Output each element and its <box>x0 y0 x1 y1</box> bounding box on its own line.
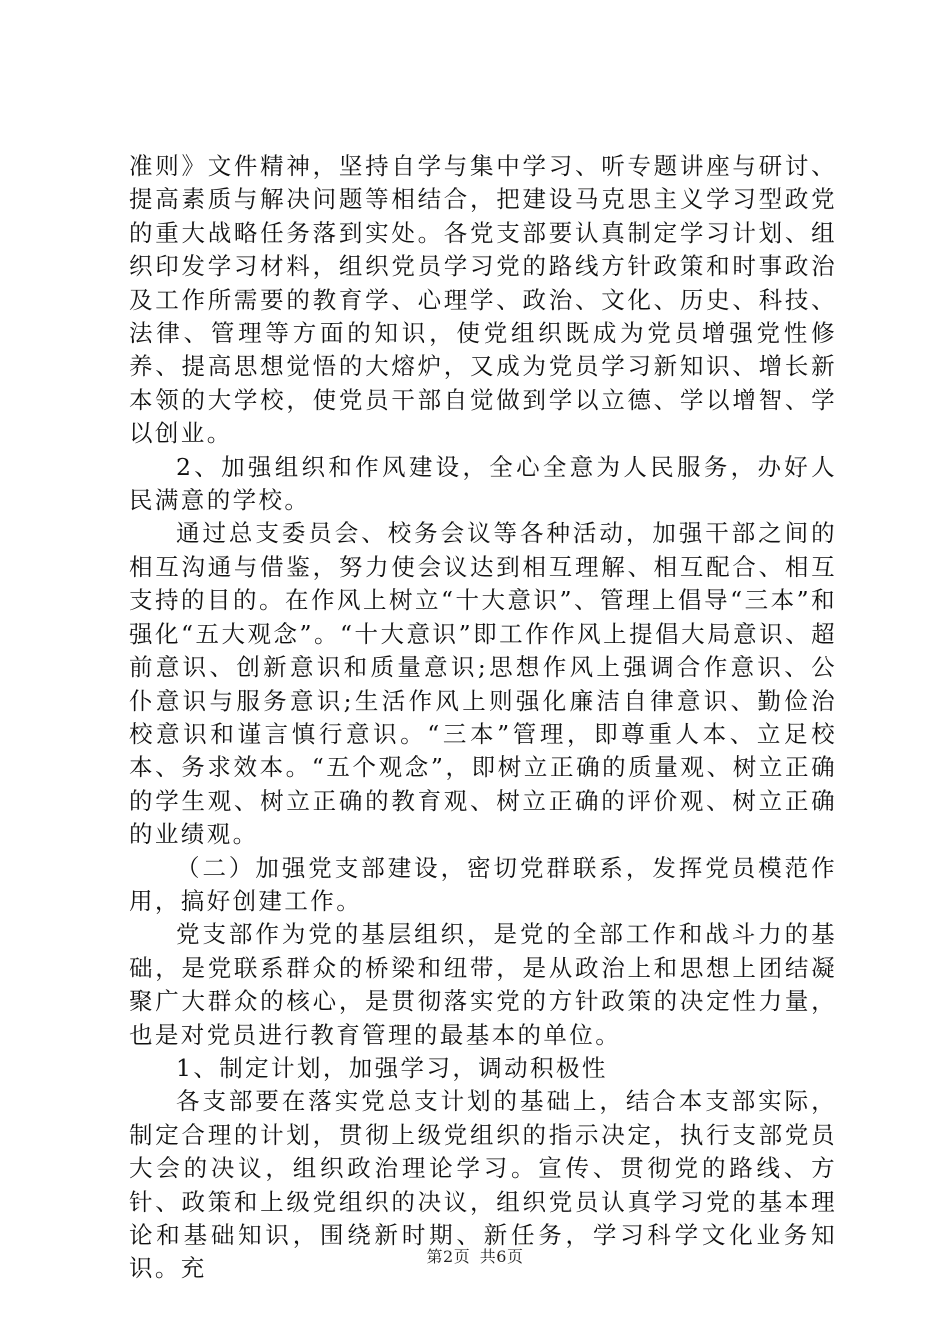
paragraph-6: 1、制定计划，加强学习，调动积极性 <box>176 1053 608 1082</box>
paragraph-5: 党支部作为党的基层组织，是党的全部工作和战斗力的基础，是党联系群众的桥梁和纽带，是从政治上和思想上团结凝聚广大群众的核心，是贯彻落实党的方针政策的决定性力量，也是对党员进行教育管理的最基本的单位。 <box>129 920 837 1049</box>
page-footer <box>0 1244 950 1267</box>
paragraph-3: 通过总支委员会、校务会议等各种活动，加强干部之间的相互沟通与借鉴，努力使会议达到相互理解、相互配合、相互支持的目的。在作风上树立“十大意识”、管理上倡导“三本”和强化“五大观念”。“十大意识”即工作作风上提倡大局意识、超前意识、创新意识和质量意识;思想作风上强调合作意识、公仆意识与服务意识;生活作风上则强化廉洁自律意识、勤俭治校意识和谨言慎行意识。“三本”管理，即尊重人本、立足校本、务求效本。“五个观念”，即树立正确的质量观、树立正确的学生观、树立正确的教育观、树立正确的评价观、树立正确的业绩观。 <box>129 519 837 849</box>
paragraph-4: （二）加强党支部建设，密切党群联系，发挥党员模范作用，搞好创建工作。 <box>129 853 837 915</box>
page-number: 第2页 <box>426 1247 471 1266</box>
body-text <box>129 150 837 1286</box>
paragraph-7: 各支部要在落实党总支计划的基础上，结合本支部实际，制定合理的计划，贯彻上级党组织的指示决定，执行支部党员大会的决议，组织政治理论学习。宣传、贯彻党的路线、方针、政策和上级党组织的决议，组织党员认真学习党的基本理论和基础知识，围绕新时期、新任务，学习科学文化业务知识。充 <box>129 1087 837 1283</box>
page-total: 共6页 <box>479 1247 524 1266</box>
paragraph-2: 2、加强组织和作风建设，全心全意为人民服务，办好人民满意的学校。 <box>129 452 837 515</box>
paragraph-1: 准则》文件精神，坚持自学与集中学习、听专题讲座与研讨、提高素质与解决问题等相结合，把建设马克思主义学习型政党的重大战略任务落到实处。各党支部要认真制定学习计划、组织印发学习材料，组织党员学习党的路线方针政策和时事政治及工作所需要的教育学、心理学、政治、文化、历史、科技、法律、管理等方面的知识，使党组织既成为党员增强党性修养、提高思想觉悟的大熔炉，又成为党员学习新知识、增长新本领的大学校，使党员干部自觉做到学以立德、学以增智、学以创业。 <box>129 152 837 448</box>
